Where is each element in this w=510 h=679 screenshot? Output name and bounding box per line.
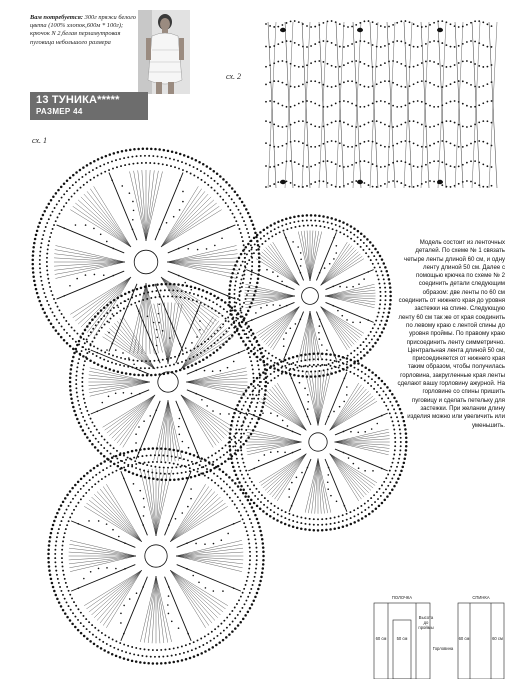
scheme1-label: сх. 1 [32, 136, 47, 145]
length-60-a: 60 см [375, 636, 387, 641]
length-50: 50 см [396, 636, 408, 641]
scheme2-label: сх. 2 [226, 72, 241, 81]
front-label: ПОЛОЧКА [391, 595, 413, 600]
length-60-c: 60 см [492, 636, 503, 641]
back-pattern-outline [458, 603, 504, 679]
armhole-note: Высота до проймы [418, 615, 434, 630]
materials-text: 300г пряжи белого цвета (100% хлопок,600м * 100г); крючок N 2,белая перламутровая пуговица небольшого размера [30, 14, 136, 46]
model-size: РАЗМЕР 44 [36, 107, 83, 116]
description-text: Модель состоит из ленточных деталей. По схеме № 1 связать четыре ленты длиной 60 см, и одну ленту длиной 50 см. Далее с помощью крючка по схеме № 2 соединить детали следующим образом: две ленты по 60 см соединить от нижнего края до уровня застежки на спине. Следующую ленту 60 см так же от края соединить по левому краю с лентой спины до уровня проймы. По правому краю присоединить ленту симметрично. Центральная лента длиной 50 см, присоединяется от нижнего края таким образом, чтобы получилась горловина, закругленные края ленты сделают вашу горловину ажурной. На горловине со спины пришить пуговицу и сделать петельку для застежки. При желании длину изделия можно или увеличить или уменьшить. [397, 239, 505, 429]
materials-heading: Вам потребуется: [30, 14, 84, 21]
model-title: 13 ТУНИКА***** [36, 94, 120, 106]
length-60-b: 60 см [458, 636, 470, 641]
back-label: СПИНКА [472, 595, 490, 600]
neck-note: Горловина [432, 646, 454, 651]
